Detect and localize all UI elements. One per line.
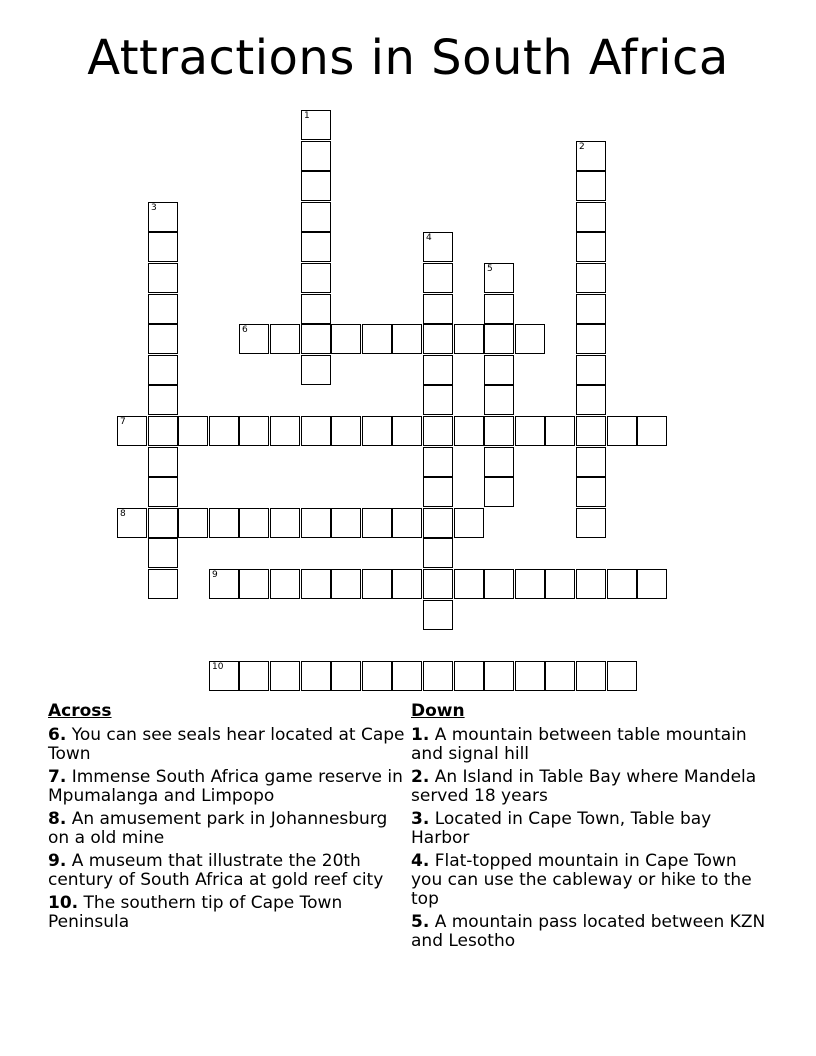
crossword-cell[interactable]: [515, 416, 545, 446]
crossword-cell[interactable]: [484, 294, 514, 324]
crossword-cell[interactable]: [301, 202, 331, 232]
crossword-cell[interactable]: [148, 447, 178, 477]
crossword-cell[interactable]: [392, 661, 422, 691]
crossword-cell[interactable]: [576, 385, 606, 415]
clue-text: Located in Cape Town, Table bay Harbor: [411, 809, 712, 848]
crossword-cell[interactable]: [607, 416, 637, 446]
crossword-cell[interactable]: [423, 294, 453, 324]
across-clue-8: [48, 810, 408, 848]
crossword-cell[interactable]: [423, 324, 453, 354]
crossword-cell[interactable]: [301, 416, 331, 446]
down-heading: Down: [411, 701, 465, 721]
crossword-cell[interactable]: [362, 324, 392, 354]
clue-number: 1.: [411, 725, 430, 745]
crossword-cell[interactable]: [148, 324, 178, 354]
crossword-cell[interactable]: [637, 416, 667, 446]
crossword-cell[interactable]: [239, 324, 269, 354]
crossword-cell[interactable]: [362, 569, 392, 599]
crossword-cell[interactable]: [331, 569, 361, 599]
crossword-cell[interactable]: [178, 416, 208, 446]
cell-number: 4: [426, 233, 432, 243]
crossword-cell[interactable]: [148, 569, 178, 599]
crossword-cell[interactable]: [576, 508, 606, 538]
crossword-cell[interactable]: [209, 416, 239, 446]
crossword-cell[interactable]: [301, 294, 331, 324]
crossword-cell[interactable]: [148, 232, 178, 262]
cell-number: 3: [151, 203, 157, 213]
clue-text: An amusement park in Johannesburg on a old mine: [48, 809, 388, 848]
crossword-cell[interactable]: [301, 508, 331, 538]
crossword-cell[interactable]: [270, 569, 300, 599]
crossword-cell[interactable]: [148, 294, 178, 324]
crossword-cell[interactable]: [545, 661, 575, 691]
crossword-cell[interactable]: [301, 324, 331, 354]
clue-text: A mountain between table mountain and signal hill: [411, 725, 747, 764]
crossword-cell[interactable]: [423, 385, 453, 415]
crossword-cell[interactable]: [423, 600, 453, 630]
across-clue-6: [48, 726, 408, 764]
crossword-cell[interactable]: [392, 324, 422, 354]
crossword-cell[interactable]: [576, 416, 606, 446]
crossword-cell[interactable]: [576, 355, 606, 385]
clue-number: 5.: [411, 912, 430, 932]
crossword-cell[interactable]: [454, 508, 484, 538]
crossword-cell[interactable]: [362, 661, 392, 691]
crossword-cell[interactable]: [484, 324, 514, 354]
crossword-cell[interactable]: [423, 538, 453, 568]
down-clue-5: [411, 913, 771, 951]
crossword-cell[interactable]: [637, 569, 667, 599]
clue-text: A mountain pass located between KZN and Lesotho: [411, 912, 766, 951]
crossword-cell[interactable]: [484, 661, 514, 691]
crossword-cell[interactable]: [454, 324, 484, 354]
crossword-cell[interactable]: [270, 661, 300, 691]
crossword-cell[interactable]: [178, 508, 208, 538]
crossword-cell[interactable]: [301, 263, 331, 293]
crossword-cell[interactable]: [484, 477, 514, 507]
crossword-cell[interactable]: [209, 661, 239, 691]
crossword-cell[interactable]: [331, 508, 361, 538]
crossword-cell[interactable]: [423, 447, 453, 477]
down-clue-2: [411, 768, 771, 806]
cell-number: 9: [212, 570, 218, 580]
crossword-cell[interactable]: [484, 416, 514, 446]
crossword-cell[interactable]: [270, 324, 300, 354]
crossword-cell[interactable]: [209, 508, 239, 538]
across-clue-10: [48, 894, 408, 932]
crossword-cell[interactable]: [301, 171, 331, 201]
crossword-cell[interactable]: [545, 569, 575, 599]
clue-number: 9.: [48, 851, 67, 871]
crossword-cell[interactable]: [301, 569, 331, 599]
crossword-cell[interactable]: [484, 385, 514, 415]
crossword-cell[interactable]: [423, 416, 453, 446]
crossword-cell[interactable]: [301, 355, 331, 385]
crossword-cell[interactable]: [270, 508, 300, 538]
crossword-cell[interactable]: [239, 569, 269, 599]
crossword-cell[interactable]: [576, 661, 606, 691]
crossword-cell[interactable]: [576, 171, 606, 201]
crossword-cell[interactable]: [148, 416, 178, 446]
crossword-cell[interactable]: [148, 477, 178, 507]
crossword-cell[interactable]: [607, 661, 637, 691]
cell-number: 10: [212, 662, 224, 672]
crossword-cell[interactable]: [576, 477, 606, 507]
crossword-cell[interactable]: [576, 263, 606, 293]
crossword-cell[interactable]: [454, 661, 484, 691]
crossword-cell[interactable]: [576, 202, 606, 232]
crossword-cell[interactable]: [239, 416, 269, 446]
clue-number: 4.: [411, 851, 430, 871]
down-clue-4: [411, 852, 771, 909]
crossword-cell[interactable]: [148, 385, 178, 415]
crossword-cell[interactable]: [362, 416, 392, 446]
crossword-cell[interactable]: [331, 416, 361, 446]
clue-text: The southern tip of Cape Town Peninsula: [48, 893, 343, 932]
crossword-cell[interactable]: [392, 416, 422, 446]
crossword-cell[interactable]: [484, 569, 514, 599]
crossword-cell[interactable]: [484, 263, 514, 293]
crossword-cell[interactable]: [117, 508, 147, 538]
crossword-cell[interactable]: [515, 569, 545, 599]
crossword-cell[interactable]: [545, 416, 575, 446]
crossword-cell[interactable]: [423, 661, 453, 691]
clue-number: 8.: [48, 809, 67, 829]
crossword-cell[interactable]: [423, 508, 453, 538]
clue-text: Immense South Africa game reserve in Mpumalanga and Limpopo: [48, 767, 403, 806]
crossword-cell[interactable]: [239, 508, 269, 538]
crossword-cell[interactable]: [239, 661, 269, 691]
crossword-cell[interactable]: [423, 263, 453, 293]
down-clues: [411, 702, 771, 955]
crossword-cell[interactable]: [484, 355, 514, 385]
puzzle-title: Attractions in South Africa: [87, 30, 729, 86]
cell-number: 5: [487, 264, 493, 274]
crossword-cell[interactable]: [301, 232, 331, 262]
crossword-cell[interactable]: [423, 232, 453, 262]
cell-number: 6: [242, 325, 248, 335]
crossword-cell[interactable]: [484, 447, 514, 477]
crossword-cell[interactable]: [362, 508, 392, 538]
crossword-cell[interactable]: [331, 324, 361, 354]
clue-text: Flat-topped mountain in Cape Town you can use the cableway or hike to the top: [411, 851, 752, 909]
across-heading: Across: [48, 701, 112, 721]
cell-number: 7: [120, 417, 126, 427]
clue-number: 6.: [48, 725, 67, 745]
crossword-cell[interactable]: [454, 569, 484, 599]
clue-number: 3.: [411, 809, 430, 829]
crossword-cell[interactable]: [270, 416, 300, 446]
crossword-cell[interactable]: [454, 416, 484, 446]
crossword-cell[interactable]: [392, 508, 422, 538]
down-clue-1: [411, 726, 771, 764]
clue-text: A museum that illustrate the 20th century of South Africa at gold reef city: [48, 851, 384, 890]
crossword-cell[interactable]: [607, 569, 637, 599]
crossword-cell[interactable]: [209, 569, 239, 599]
cell-number: 8: [120, 509, 126, 519]
crossword-cell[interactable]: [423, 477, 453, 507]
crossword-cell[interactable]: [576, 141, 606, 171]
across-clue-9: [48, 852, 408, 890]
crossword-cell[interactable]: [301, 661, 331, 691]
crossword-cell[interactable]: [576, 232, 606, 262]
crossword-cell[interactable]: [148, 508, 178, 538]
clue-number: 2.: [411, 767, 430, 787]
clue-text: You can see seals hear located at Cape Town: [48, 725, 405, 764]
cell-number: 1: [304, 111, 310, 121]
crossword-cell[interactable]: [423, 355, 453, 385]
clue-number: 7.: [48, 767, 67, 787]
crossword-cell[interactable]: [423, 569, 453, 599]
crossword-cell[interactable]: [301, 110, 331, 140]
crossword-cell[interactable]: [148, 202, 178, 232]
crossword-cell[interactable]: [392, 569, 422, 599]
across-clues: [48, 702, 408, 936]
crossword-cell[interactable]: [515, 661, 545, 691]
crossword-cell[interactable]: [576, 447, 606, 477]
crossword-cell[interactable]: [331, 661, 361, 691]
crossword-cell[interactable]: [117, 416, 147, 446]
crossword-cell[interactable]: [301, 141, 331, 171]
crossword-cell[interactable]: [148, 538, 178, 568]
crossword-cell[interactable]: [148, 263, 178, 293]
cell-number: 2: [579, 142, 585, 152]
clue-number: 10.: [48, 893, 79, 913]
crossword-cell[interactable]: [576, 324, 606, 354]
crossword-cell[interactable]: [576, 294, 606, 324]
crossword-cell[interactable]: [148, 355, 178, 385]
clue-text: An Island in Table Bay where Mandela served 18 years: [411, 767, 757, 806]
down-clue-3: [411, 810, 771, 848]
crossword-cell[interactable]: [515, 324, 545, 354]
crossword-cell[interactable]: [576, 569, 606, 599]
across-clue-7: [48, 768, 408, 806]
